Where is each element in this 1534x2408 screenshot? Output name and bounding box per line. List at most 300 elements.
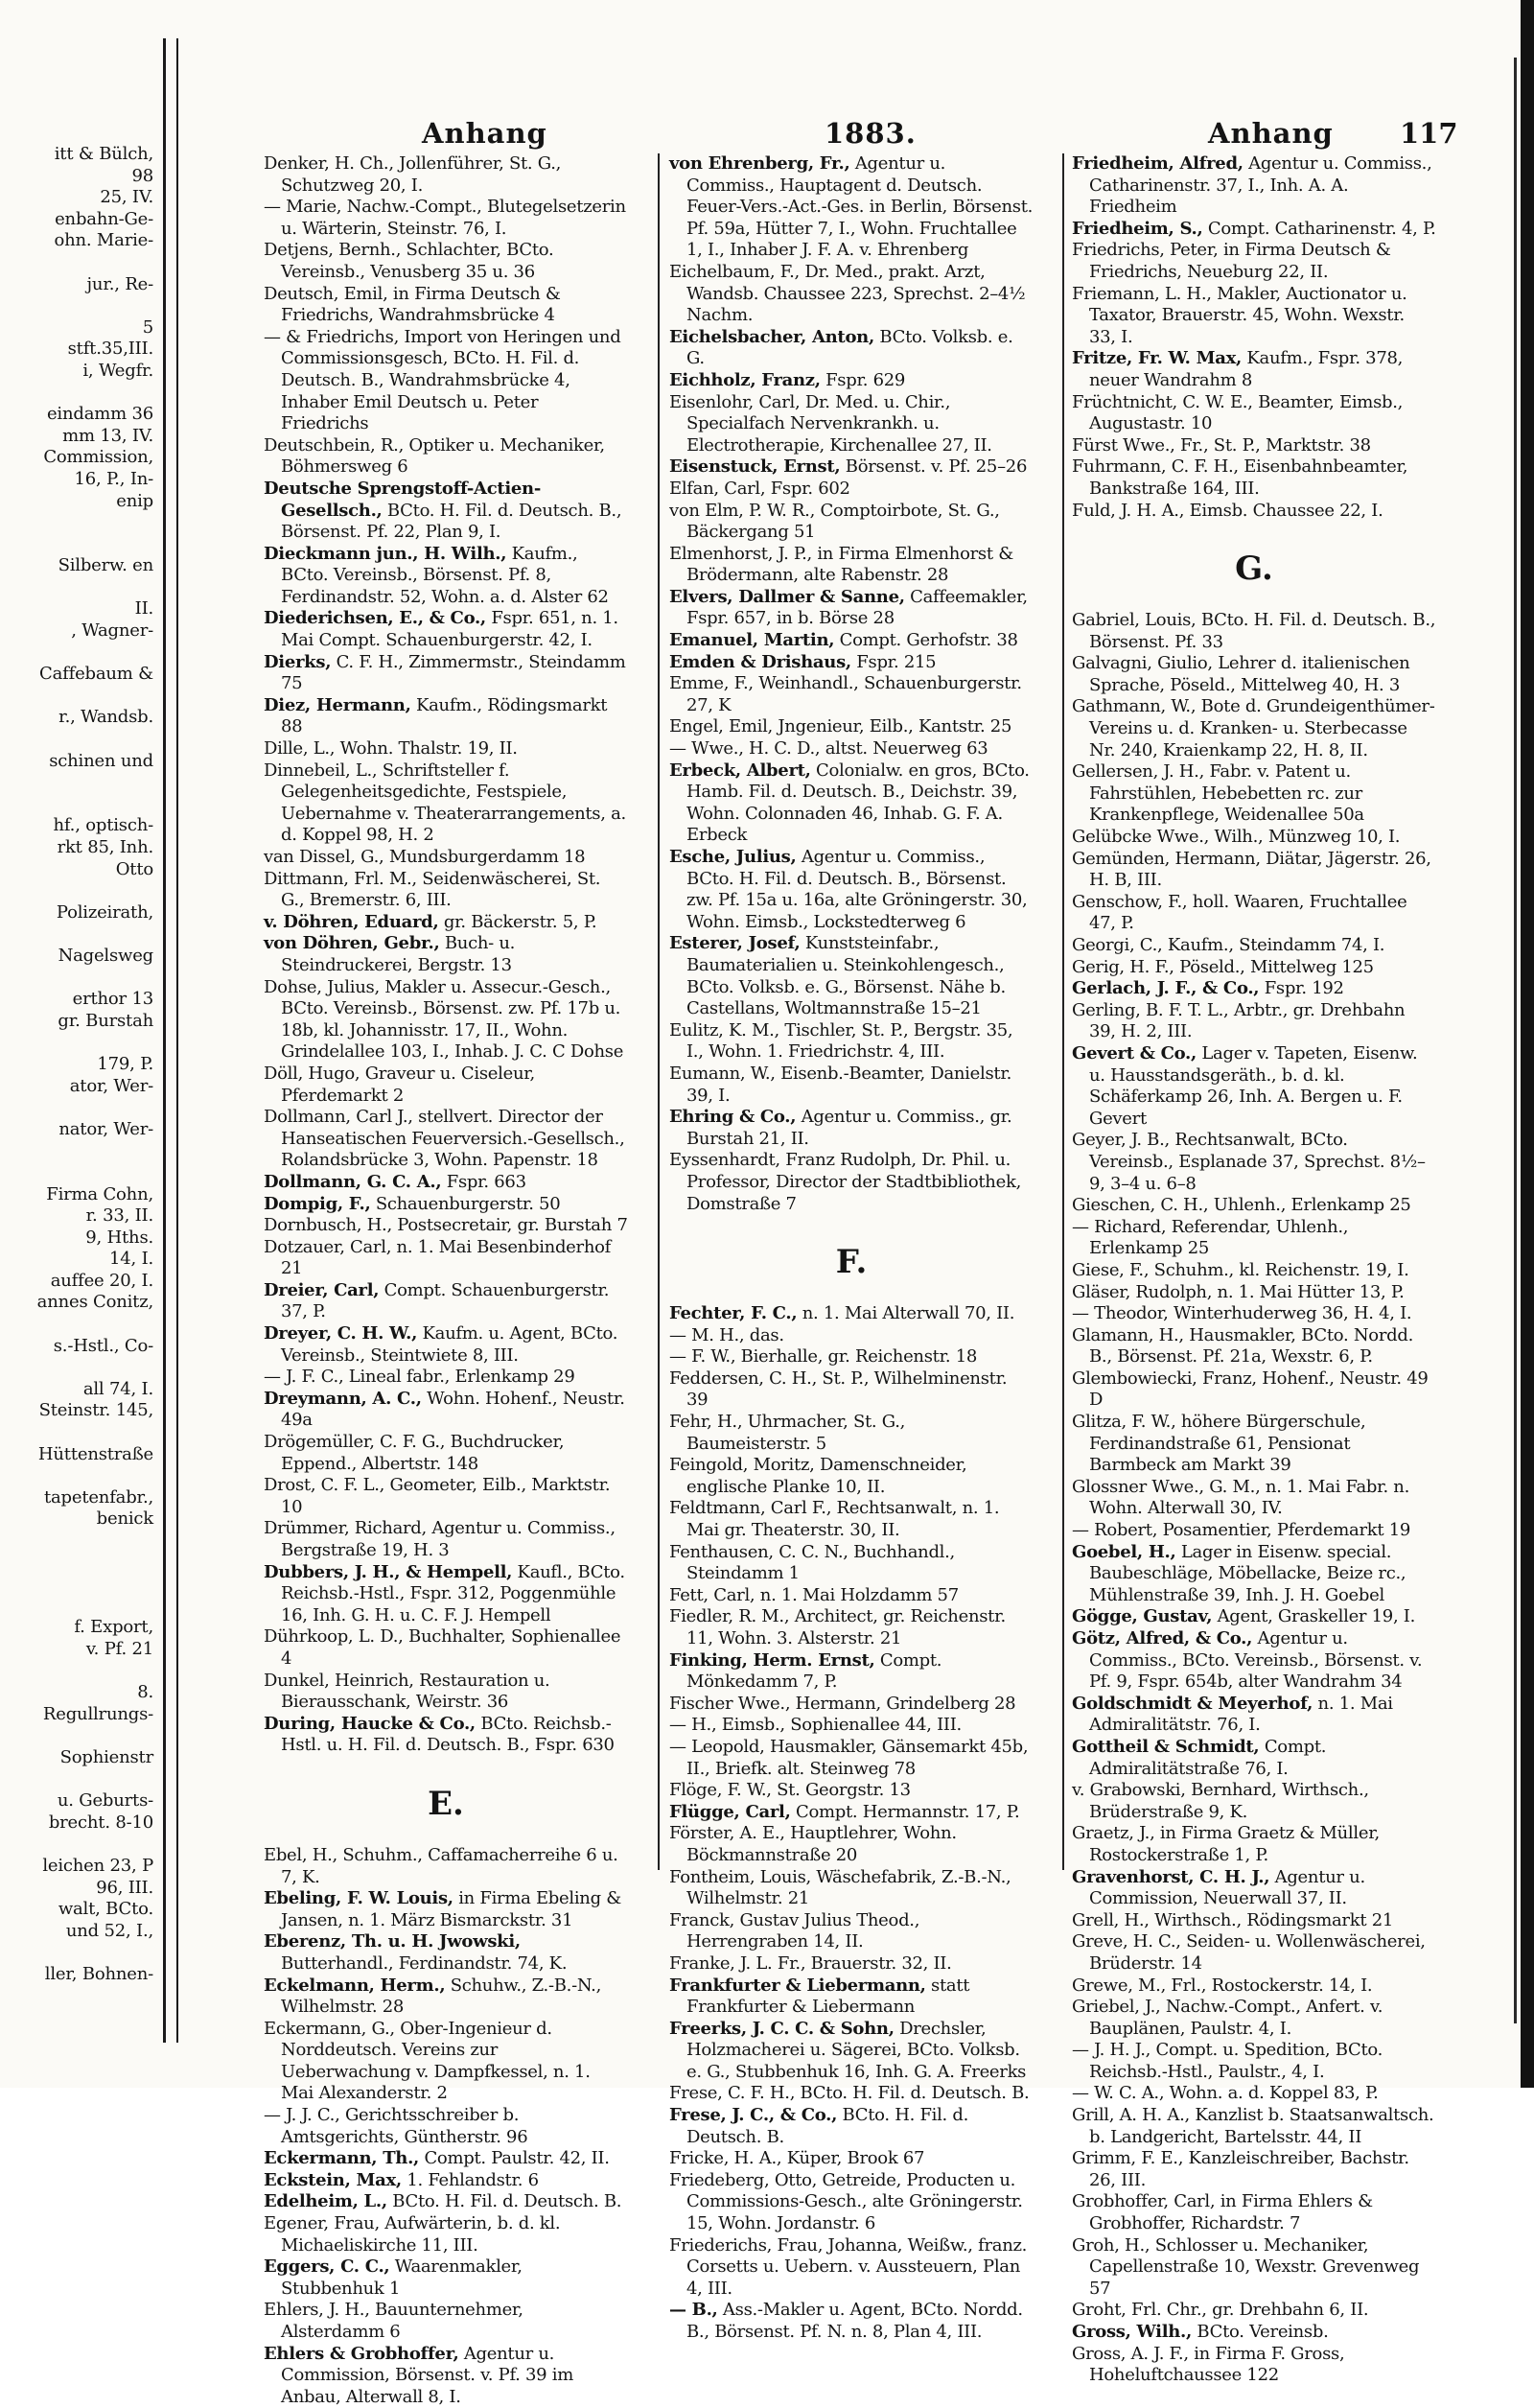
directory-entry (669, 1542, 1034, 1585)
directory-entry (669, 370, 1034, 392)
directory-entry (669, 1910, 1034, 1953)
entry-text: Gieschen, C. H., Uhlenh., Erlenkamp 25 (1072, 1195, 1411, 1216)
prev-page-fragment (0, 252, 163, 274)
entry-text: Börsenst. v. Pf. 25–26 (840, 456, 1028, 478)
directory-entry (669, 933, 1034, 1019)
directory-entry (264, 2213, 628, 2256)
entry-name: Gottheil & Schmidt, (1072, 1736, 1260, 1757)
entry-text: Fontheim, Louis, Wäschefabrik, Z.-B.-N., Wilhelmstr. 21 (669, 1866, 1011, 1909)
entry-text: Gathmann, W., Bote d. Grundeigenthümer-Vereins u. d. Kranken- u. Sterbecasse Nr. 240, Kraienkamp 22, H. 8, II. (1072, 696, 1435, 760)
entry-name: Frankfurter & Liebermann, (669, 1975, 926, 1996)
directory-entry (1072, 610, 1436, 653)
prev-page-fragment: nator, Wer- (58, 1118, 153, 1139)
directory-entry (264, 2170, 628, 2192)
directory-entry (669, 501, 1034, 544)
scan-border (1521, 0, 1534, 2088)
entry-text: Gerig, H. F., Pöseld., Mittelweg 125 (1072, 956, 1374, 977)
column-2 (669, 153, 1034, 2342)
prev-page-fragment (0, 1942, 163, 1964)
entry-text: Drögemüller, C. F. G., Buchdrucker, Eppend., Albertstr. 148 (264, 1432, 565, 1474)
entry-text: von Elm, P. W. R., Comptoirbote, St. G., Bäckergang 51 (669, 500, 1000, 543)
entry-text: Geyer, J. B., Rechtsanwalt, BCto. Vereinsb., Esplanade 37, Sprechst. 8½–9, 3–4 u. 6–8 (1072, 1130, 1426, 1194)
prev-page-fragment (0, 1531, 163, 1553)
directory-entry (669, 1368, 1034, 1412)
entry-text: Dittmann, Frl. M., Seidenwäscherei, St. G., Bremerstr. 6, III. (264, 868, 601, 911)
directory-entry (264, 1845, 628, 1888)
prev-page-fragment: Steinstr. 145, (38, 1400, 153, 1421)
directory-entry (264, 284, 628, 327)
directory-entry (669, 1802, 1034, 1824)
directory-entry (264, 2191, 628, 2213)
entry-text: Kaufm., BCto. Vereinsb., Börsenst. Pf. 8, Ferdinandstr. 52, Wohn. a. d. Alster 62 (281, 543, 609, 607)
prev-page-fragment (0, 1357, 163, 1379)
entry-text: Kaufm., Fspr. 378, neuer Wandrahm 8 (1089, 348, 1404, 390)
directory-entry (669, 1303, 1034, 1325)
directory-entry (669, 2148, 1034, 2170)
entry-text: n. 1. Mai Alterwall 70, II. (797, 1303, 1015, 1324)
prev-page-fragment: brecht. 8-10 (48, 1812, 153, 1833)
prev-page-fragment: 96, III. (96, 1877, 153, 1898)
entry-text: Fehr, H., Uhrmacher, St. G., Baumeisterstr. 5 (669, 1412, 906, 1454)
directory-entry (264, 695, 628, 738)
directory-entry (264, 2019, 628, 2105)
entry-name: Dreyer, C. H. W., (264, 1323, 418, 1344)
entry-text: Fenthausen, C. C. N., Buchhandl., Steindamm 1 (669, 1541, 955, 1584)
directory-entry (669, 456, 1034, 479)
directory-entry (1072, 935, 1436, 957)
entry-text: Agentur u. Commission, Börsenst. v. Pf. 39 im Anbau, Alterwall 8, I. (281, 2343, 573, 2407)
prev-page-fragment: 8. (137, 1682, 153, 1703)
directory-entry (264, 1626, 628, 1670)
entry-name: Dompig, F., (264, 1193, 371, 1214)
prev-page-fragment: II. (134, 598, 153, 620)
directory-entry (1072, 2040, 1436, 2083)
entry-name: Finking, Herm. Ernst, (669, 1649, 875, 1671)
entry-text: Drost, C. F. L., Geometer, Eilb., Marktstr. 10 (264, 1475, 611, 1517)
prev-page-fragment: Commission, (43, 447, 153, 468)
prev-page-fragment: f. Export, (74, 1617, 153, 1638)
entry-text: Caffeemakler, Fspr. 657, in b. Börse 28 (686, 586, 1028, 629)
entry-text: Agentur u. Commiss., BCto. Vereinsb., Börsenst. v. Pf. 9, Fspr. 654b, alter Wandrahm 34 (1089, 1628, 1423, 1693)
directory-entry (1072, 1217, 1436, 1260)
entry-text: — & Friedrichs, Import von Heringen und Commissionsgesch, BCto. H. Fil. d. Deutsch. B., Wandrahmsbrücke 4, Inhaber Emil Deutsch u. Peter Friedrichs (264, 326, 621, 434)
entry-text: Friederichs, Frau, Johanna, Weißw., franz. Corsetts u. Uebern. v. Aussteuern, Plan 4, III. (669, 2234, 1028, 2299)
directory-entry (1072, 1542, 1436, 1607)
prev-page-fragment: 9, Hths. (85, 1227, 153, 1248)
entry-text: Giese, F., Schuhm., kl. Reichenstr. 19, I. (1072, 1259, 1409, 1280)
entry-text: Genschow, F., holl. Waaren, Fruchtallee 47, P. (1072, 891, 1407, 934)
entry-text: Fiedler, R. M., Architect, gr. Reichenstr. 11, Wohn. 3. Alsterstr. 21 (669, 1606, 1006, 1648)
entry-text: Wohn. Hohenf., Neustr. 49a (281, 1388, 625, 1431)
directory-entry (1072, 392, 1436, 435)
entry-text: Compt. Mönkedamm 7, P. (686, 1649, 942, 1693)
directory-entry (1072, 1195, 1436, 1217)
directory-entry (1072, 2191, 1436, 2234)
entry-name: Dubbers, J. H., & Hempell, (264, 1561, 513, 1582)
directory-entry (669, 1780, 1034, 1802)
prev-page-fragment: hf., optisch- (53, 815, 153, 836)
directory-entry (1072, 1520, 1436, 1542)
prev-page-fragment (0, 1422, 163, 1444)
entry-name: Esterer, Josef, (669, 933, 801, 954)
prev-page-fragment (0, 1661, 163, 1683)
directory-entry (669, 1150, 1034, 1215)
entry-text: — H., Eimsb., Sophienallee 44, III. (669, 1715, 962, 1736)
directory-entry (1072, 501, 1436, 523)
entry-text: Kaufl., BCto. Reichsb.-Hstl., Fspr. 312, Poggenmühle 16, Inh. G. H. u. C. F. J. Hempell (281, 1561, 625, 1625)
directory-entry (1072, 2148, 1436, 2191)
directory-entry (264, 738, 628, 760)
entry-text: Dornbusch, H., Postsecretair, gr. Burstah 7 (264, 1215, 628, 1236)
directory-entry (264, 760, 628, 847)
prev-page-fragment (0, 1574, 163, 1596)
prev-page-fragment: benick (96, 1508, 153, 1530)
prev-page-fragment: 14, I. (109, 1249, 153, 1270)
directory-entry (1072, 1606, 1436, 1628)
prev-page-fragment (0, 1097, 163, 1119)
entry-text: Feingold, Moritz, Damenschneider, englische Planke 10, II. (669, 1455, 967, 1497)
entry-text: Gelübcke Wwe., Wilh., Münzweg 10, I. (1072, 827, 1401, 848)
prev-page-fragment (0, 1032, 163, 1054)
entry-name: Eberenz, Th. u. H. Jwowski, (264, 1931, 521, 1952)
entry-text: Dille, L., Wohn. Thalstr. 19, II. (264, 738, 518, 760)
entry-text: — J. F. C., Lineal fabr., Erlenkamp 29 (264, 1367, 575, 1388)
directory-entry (264, 2344, 628, 2408)
directory-entry (1072, 1477, 1436, 1520)
directory-entry (1072, 1412, 1436, 1477)
entry-text: — J. J. C., Gerichtsschreiber b. Amtsgerichts, Güntherstr. 96 (264, 2105, 528, 2147)
entry-name: Diederichsen, E., & Co., (264, 608, 486, 629)
prev-page-fragment: schinen und (49, 750, 153, 771)
directory-entry (1072, 153, 1436, 219)
directory-entry (669, 1455, 1034, 1498)
prev-page-fragment: ator, Wer- (69, 1075, 153, 1096)
directory-entry (669, 2083, 1034, 2105)
prev-page-fragment (0, 1553, 163, 1575)
prev-page-fragment: walt, BCto. (58, 1899, 153, 1920)
entry-text: Gellersen, J. H., Fabr. v. Patent u. Fahrstühlen, Hebebetten rc. zur Krankenpflege, Weidenallee 50a (1072, 761, 1364, 826)
entry-text: Feddersen, C. H., St. P., Wilhelminenstr. 39 (669, 1368, 1008, 1411)
prev-page-fragment: Silberw. en (58, 555, 153, 576)
prev-page-fragment (0, 1725, 163, 1747)
entry-text: Gemünden, Hermann, Diätar, Jägerstr. 26, H. B, III. (1072, 848, 1431, 891)
prev-page-fragment (0, 923, 163, 946)
entry-text: Egener, Frau, Aufwärterin, b. d. kl. Michaeliskirche 11, III. (264, 2213, 561, 2256)
prev-page-fragment: s.-Hstl., Co- (53, 1335, 153, 1356)
prev-page-fragment (0, 686, 163, 708)
prev-page-fragment: itt & Bülch, (54, 144, 153, 164)
prev-page-fragment: Regullrungs- (42, 1703, 153, 1724)
directory-entry (669, 2170, 1034, 2235)
directory-entry (1072, 2344, 1436, 2387)
directory-entry (1072, 1694, 1436, 1737)
entry-text: Eisenlohr, Carl, Dr. Med. u. Chir., Specialfach Nervenkrankh. u. Electrotherapie, Kirchenallee 27, II. (669, 391, 992, 456)
entry-name: Eckermann, Th., (264, 2148, 420, 2169)
directory-entry (1072, 978, 1436, 1000)
directory-entry (1072, 1823, 1436, 1866)
entry-text: Grewe, M., Frl., Rostockerstr. 14, I. (1072, 1975, 1373, 1996)
prev-page-fragment: enbahn-Ge- (55, 208, 153, 229)
entry-name: Gross, Wilh., (1072, 2322, 1192, 2342)
directory-entry (264, 1931, 628, 1975)
prev-page-fragment (0, 772, 163, 794)
entry-text: Compt. Gerhofstr. 38 (834, 630, 1018, 651)
directory-entry (1072, 1975, 1436, 1998)
entry-text: Förster, A. E., Hauptlehrer, Wohn. Böckmannstraße 20 (669, 1823, 957, 1865)
directory-entry (1072, 892, 1436, 935)
prev-page-fragment: 16, P., In- (74, 468, 153, 489)
directory-entry (669, 716, 1034, 738)
entry-text: Eichelbaum, F., Dr. Med., prakt. Arzt, Wandsb. Chaussee 223, Sprechst. 2–4½ Nachm. (669, 261, 1026, 326)
directory-entry (264, 2300, 628, 2343)
entry-text: Grimm, F. E., Kanzleischreiber, Bachstr. 26, III. (1072, 2148, 1409, 2190)
entry-text: Ass.-Makler u. Agent, BCto. Nordd. B., Börsenst. Pf. N. n. 8, Plan 4, III. (686, 2300, 1023, 2342)
entry-name: Goebel, H., (1072, 1541, 1176, 1562)
entry-text: Compt. Admiralitätstraße 76, I. (1089, 1736, 1327, 1779)
entry-name: Frese, J. C., & Co., (669, 2105, 838, 2126)
entry-text: — Wwe., H. C. D., altst. Neuerweg 63 (669, 738, 988, 760)
prev-page-fragment: ller, Bohnen- (44, 1963, 153, 1984)
directory-entry (1072, 1282, 1436, 1304)
directory-entry (1072, 1910, 1436, 1932)
entry-name: Ehlers & Grobhoffer, (264, 2343, 459, 2364)
entry-name: Esche, Julius, (669, 847, 797, 867)
entry-text: Gabriel, Louis, BCto. H. Fil. d. Deutsch. B., Börsenst. Pf. 33 (1072, 610, 1436, 652)
directory-entry (264, 2105, 628, 2148)
prev-page-fragment: 98 (131, 165, 153, 186)
prev-page-fragment (0, 295, 163, 317)
previous-page-strip (0, 144, 163, 1995)
entry-text: Kunststeinfabr., Baumaterialien u. Steinkohlengesch., BCto. Volksb. e. G., Börsenst. Nähe b. Castellans, Woltmannstraße 15–21 (686, 933, 1006, 1019)
prev-page-fragment (0, 534, 163, 556)
directory-entry (264, 652, 628, 695)
prev-page-fragment (0, 1465, 163, 1487)
entry-text: Fricke, H. A., Küper, Brook 67 (669, 2148, 925, 2169)
page-number: 117 (1400, 117, 1458, 150)
directory-entry (669, 673, 1034, 716)
entry-text: Fspr. 215 (850, 651, 937, 672)
prev-page-fragment (0, 968, 163, 990)
entry-text: Fspr. 651, n. 1. Mai Compt. Schauenburgerstr. 42, I. (281, 608, 618, 651)
directory-entry (264, 1107, 628, 1172)
directory-entry (669, 587, 1034, 630)
entry-text: Eyssenhardt, Franz Rudolph, Dr. Phil. u. Professor, Director der Stadtbibliothek, Domstraße 7 (669, 1150, 1021, 1214)
entry-name: Eisenstuck, Ernst, (669, 456, 841, 478)
entry-text: C. F. H., Zimmermstr., Steindamm 75 (281, 651, 626, 694)
directory-entry (264, 479, 628, 544)
directory-entry (264, 1975, 628, 2019)
entry-name: Friedheim, S., (1072, 218, 1203, 239)
entry-text: statt Frankfurter & Liebermann (686, 1975, 970, 2018)
directory-entry (264, 869, 628, 912)
entry-text: Drechsler, Holzmacherei u. Sägerei, BCto. Volksb. e. G., Stubbenhuk 16, Inh. G. A. Freerks (686, 2018, 1027, 2082)
directory-entry (1072, 2083, 1436, 2105)
entry-name: Fechter, F. C., (669, 1303, 798, 1324)
entry-text: — Leopold, Hausmakler, Gänsemarkt 45b, II., Briefk. alt. Steinweg 78 (669, 1736, 1029, 1779)
directory-entry (264, 933, 628, 976)
directory-entry (1072, 1867, 1436, 1910)
entry-text: Groht, Frl. Chr., gr. Drehbahn 6, II. (1072, 2300, 1369, 2321)
entry-text: Groh, H., Schlosser u. Mechaniker, Capellenstraße 10, Wexstr. Grevenweg 57 (1072, 2234, 1420, 2299)
directory-entry (264, 240, 628, 283)
entry-text: Agentur u. Commiss., BCto. H. Fil. d. Deutsch. B., Börsenst. zw. Pf. 15a u. 16a, alte Gröningerstr. 30, Wohn. Eimsb., Lockstedterweg 6 (686, 847, 1028, 932)
directory-entry (264, 1671, 628, 1714)
entry-text: Eulitz, K. M., Tischler, St. P., Bergstr. 35, I., Wohn. 1. Friedrichstr. 4, III. (669, 1019, 1013, 1063)
entry-text: Compt. Paulstr. 42, II. (419, 2148, 610, 2169)
entry-text: Fspr. 192 (1259, 978, 1344, 999)
directory-entry (669, 1064, 1034, 1107)
prev-page-fragment (0, 1834, 163, 1856)
directory-entry (1072, 1043, 1436, 1130)
directory-entry (669, 760, 1034, 847)
entry-text: Deutsch, Emil, in Firma Deutsch & Friedrichs, Wandrahmsbrücke 4 (264, 283, 561, 326)
entry-text: Buch- u. Steindruckerei, Bergstr. 13 (281, 933, 516, 975)
entry-text: Butterhandl., Ferdinandstr. 74, K. (281, 1952, 568, 1974)
prev-page-fragment: jur., Re- (86, 273, 153, 294)
entry-text: BCto. H. Fil. d. Deutsch. B. (386, 2191, 622, 2212)
directory-entry (1072, 1997, 1436, 2040)
prev-page-fragment: erthor 13 (72, 989, 153, 1010)
directory-entry (264, 1215, 628, 1237)
prev-page-fragment: 25, IV. (100, 187, 153, 208)
header-left-title: Anhang (422, 117, 547, 150)
directory-entry (1072, 1303, 1436, 1325)
entry-text: Gerling, B. F. T. L., Arbtr., gr. Drehbahn 39, H. 2, III. (1072, 999, 1406, 1042)
entry-text: in Firma Ebeling & Jansen, n. 1. März Bismarckstr. 31 (281, 1888, 621, 1930)
prev-page-fragment: Firma Cohn, (46, 1183, 153, 1204)
entry-name: Gevert & Co., (1072, 1042, 1197, 1064)
prev-page-fragment: Caffebaum & (39, 664, 153, 685)
entry-text: Glamann, H., Hausmakler, BCto. Nordd. B., Börsenst. Pf. 21a, Wexstr. 6, P. (1072, 1324, 1413, 1368)
entry-text: Greve, H. C., Seiden- u. Wollenwäscherei, Brüderstr. 14 (1072, 1931, 1426, 1974)
entry-text: Griebel, J., Nachw.-Compt., Anfert. v. Bauplänen, Paulstr. 4, I. (1072, 1997, 1383, 2039)
directory-entry (264, 327, 628, 435)
directory-entry (1072, 2235, 1436, 2301)
directory-entry (1072, 761, 1436, 827)
prev-page-fragment: r. 33, II. (85, 1205, 153, 1227)
entry-text: Gross, A. J. F., in Firma F. Gross, Hoheluftchaussee 122 (1072, 2343, 1345, 2386)
prev-page-fragment: Sophienstr (59, 1746, 153, 1767)
book-gutter (163, 38, 192, 2043)
prev-page-fragment: mm 13, IV. (62, 425, 153, 446)
directory-entry (669, 479, 1034, 501)
entry-name: von Ehrenberg, Fr., (669, 153, 850, 174)
entry-text: Feldtmann, Carl F., Rechtsanwalt, n. 1. Mai gr. Theaterstr. 30, II. (669, 1498, 1000, 1541)
prev-page-fragment: annes Conitz, (36, 1292, 153, 1313)
entry-text: Lager in Eisenw. special. Baubeschläge, Möbellacke, Beize rc., Mühlenstraße 39, Inh. J. H. Goebel (1089, 1541, 1406, 1605)
entry-text: Compt. Schauenburgerstr. 37, P. (281, 1279, 610, 1322)
entry-text: Agent, Graskeller 19, I. (1212, 1606, 1416, 1627)
entry-text: Dührkoop, L. D., Buchhalter, Sophienallee 4 (264, 1626, 621, 1669)
prev-page-fragment (0, 1162, 163, 1184)
column-divider (1062, 153, 1064, 1870)
entry-text: Dohse, Julius, Makler u. Assecur.-Gesch., BCto. Vereinsb., Börsenst. zw. Pf. 17b u. 18b, kl. Johannisstr. 17, II., Wohn. Grindelallee 103, I., Inhab. J. C. C Dohse (264, 976, 624, 1063)
directory-entry (669, 1606, 1034, 1649)
entry-text: Colonialw. en gros, BCto. Hamb. Fil. d. Deutsch. B., Deichstr. 39, Wohn. Colonnaden 46, Inhab. G. F. A. Erbeck (686, 760, 1030, 846)
entry-text: Compt. Catharinenstr. 4, P. (1202, 218, 1436, 239)
directory-entry (669, 544, 1034, 587)
entry-text: — Richard, Referendar, Uhlenh., Erlenkamp 25 (1072, 1216, 1349, 1259)
directory-entry (669, 1346, 1034, 1368)
prev-page-fragment: all 74, I. (82, 1378, 153, 1399)
directory-entry (1072, 1628, 1436, 1694)
entry-name: Eckstein, Max, (264, 2169, 402, 2190)
entry-name: Dieckmann jun., H. Wilh., (264, 543, 507, 564)
entry-text: Emme, F., Weinhandl., Schauenburgerstr. 27, K (669, 673, 1022, 715)
directory-entry (264, 544, 628, 609)
entry-name: Eichelsbacher, Anton, (669, 326, 874, 347)
entry-name: Eggers, C. C., (264, 2256, 390, 2278)
entry-text: Fspr. 629 (820, 369, 906, 390)
prev-page-fragment (0, 577, 163, 599)
directory-entry (1072, 1325, 1436, 1368)
entry-name: Edelheim, L., (264, 2191, 387, 2212)
page-header (403, 117, 1467, 155)
directory-entry (669, 738, 1034, 760)
directory-entry (1072, 219, 1436, 241)
prev-page-fragment: ohn. Marie- (54, 230, 153, 251)
directory-entry (669, 2235, 1034, 2301)
directory-entry (669, 1498, 1034, 1541)
prev-page-fragment (0, 1769, 163, 1791)
column-1 (264, 153, 628, 2407)
entry-name: During, Haucke & Co., (264, 1713, 476, 1734)
entry-text: Agentur u. Commiss., gr. Burstah 21, II. (686, 1107, 1012, 1149)
entry-text: Lager v. Tapeten, Eisenw. u. Hausstandsgeräth., b. d. kl. Schäferkamp 26, Inh. A. Bergen u. F. Gevert (1089, 1042, 1418, 1129)
entry-name: Gögge, Gustav, (1072, 1606, 1213, 1627)
directory-entry (1072, 1780, 1436, 1823)
directory-entry (669, 1325, 1034, 1347)
entry-name: Dreier, Carl, (264, 1279, 380, 1300)
directory-entry (1072, 653, 1436, 696)
entry-text: Fett, Carl, n. 1. Mai Holzdamm 57 (669, 1584, 959, 1605)
prev-page-fragment: Polizeirath, (56, 901, 153, 923)
column-3 (1072, 153, 1436, 2386)
entry-text: Glossner Wwe., G. M., n. 1. Mai Fabr. n. Wohn. Alterwall 30, IV. (1072, 1476, 1409, 1519)
prev-page-fragment: i, Wegfr. (82, 360, 153, 381)
directory-entry (1072, 348, 1436, 391)
directory-entry (1072, 1130, 1436, 1195)
directory-entry (264, 1323, 628, 1367)
entry-text: Schauenburgerstr. 50 (370, 1193, 561, 1214)
entry-name: Goldschmidt & Meyerhof, (1072, 1693, 1313, 1714)
directory-entry (1072, 1737, 1436, 1780)
prev-page-fragment: gr. Burstah (58, 1010, 153, 1031)
entry-text: Grill, A. H. A., Kanzlist b. Staatsanwaltsch. b. Landgericht, Bartelsstr. 44, II (1072, 2105, 1434, 2147)
entry-name: Deutsche Sprengstoff-Actien-Gesellsch., (264, 478, 542, 521)
directory-entry (669, 1412, 1034, 1455)
directory-entry (264, 2256, 628, 2300)
directory-entry (264, 1714, 628, 1757)
entry-name: Ebeling, F. W. Louis, (264, 1888, 453, 1909)
entry-name: Ehring & Co., (669, 1107, 797, 1128)
entry-text: Friedeberg, Otto, Getreide, Producten u. Commissions-Gesch., alte Gröningerstr. 15, Wohn. Jordanstr. 6 (669, 2169, 1023, 2234)
entry-name: Götz, Alfred, & Co., (1072, 1628, 1253, 1648)
directory-entry (1072, 435, 1436, 457)
directory-entry (264, 977, 628, 1064)
entry-text: Agentur u. Commiss., Hauptagent d. Deutsch. Feuer-Vers.-Act.-Ges. in Berlin, Börsenst. Pf. 59a, Hütter 7, I., Wohn. Fruchtallee 1, I., Inhaber J. F. A. v. Ehrenberg (686, 153, 1034, 261)
directory-entry (669, 2019, 1034, 2084)
prev-page-fragment: , Wagner- (71, 620, 153, 642)
entry-text: — W. C. A., Wohn. a. d. Koppel 83, P. (1072, 2083, 1379, 2104)
section-letter: F. (835, 1243, 868, 1282)
entry-text: BCto. Volksb. e. G. (686, 326, 1013, 369)
entry-text: — M. H., das. (669, 1324, 784, 1345)
directory-entry (669, 2300, 1034, 2343)
directory-entry (669, 1737, 1034, 1780)
entry-text: Franck, Gustav Julius Theod., Herrengraben 14, II. (669, 1909, 920, 1952)
directory-entry (1072, 2300, 1436, 2322)
